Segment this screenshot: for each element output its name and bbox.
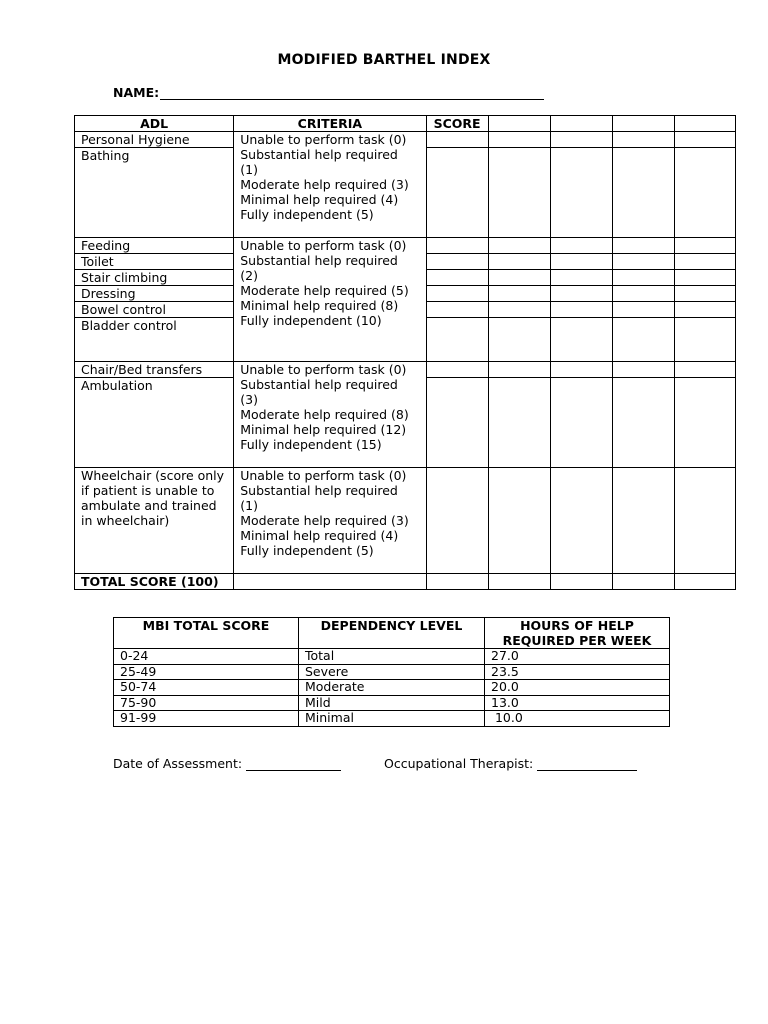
score-col-header-blank <box>550 116 612 132</box>
total-score-cell[interactable] <box>674 574 735 590</box>
adl-item: Bladder control <box>75 318 234 362</box>
therapist-field <box>384 756 637 771</box>
score-col-header-blank <box>612 116 674 132</box>
score-cell[interactable] <box>674 302 735 318</box>
hours-help: 20.0 <box>485 680 670 696</box>
criteria-line: Moderate help required (5) <box>240 283 409 298</box>
dependency-level: Minimal <box>299 711 485 727</box>
score-cell[interactable] <box>488 468 550 574</box>
date-assessment-label: Date of Assessment: <box>113 756 243 771</box>
criteria-line: Unable to perform task (0) <box>240 362 407 377</box>
criteria-line: Minimal help required (12) <box>240 422 407 437</box>
mbi-dependency-table <box>113 617 670 727</box>
criteria-line: Substantial help required (1) <box>240 483 398 513</box>
total-score-cell[interactable] <box>426 574 488 590</box>
adl-item: Dressing <box>75 286 234 302</box>
criteria-line: Moderate help required (8) <box>240 407 409 422</box>
criteria-line: Fully independent (10) <box>240 313 382 328</box>
score-cell[interactable] <box>426 302 488 318</box>
criteria-line: Unable to perform task (0) <box>240 132 407 147</box>
score-cell[interactable] <box>674 318 735 362</box>
score-cell[interactable] <box>674 378 735 468</box>
adl-item: Wheelchair (score only if patient is unable to ambulate and trained in wheelchair) <box>75 468 234 574</box>
adl-item: Feeding <box>75 238 234 254</box>
score-cell[interactable] <box>426 254 488 270</box>
score-cell[interactable] <box>550 378 612 468</box>
criteria-line: Unable to perform task (0) <box>240 238 407 253</box>
score-cell[interactable] <box>612 132 674 148</box>
score-cell[interactable] <box>488 362 550 378</box>
table-row <box>75 132 736 148</box>
mbi-score-header: MBI TOTAL SCORE <box>114 618 299 649</box>
adl-col-header: ADL <box>75 116 234 132</box>
name-input-line[interactable] <box>160 86 544 100</box>
criteria-line: Minimal help required (4) <box>240 192 399 207</box>
score-cell[interactable] <box>488 132 550 148</box>
score-cell[interactable] <box>612 362 674 378</box>
criteria-line: Fully independent (5) <box>240 543 374 558</box>
mbi-range: 75-90 <box>114 695 299 711</box>
score-cell[interactable] <box>426 318 488 362</box>
total-criteria-cell <box>234 574 426 590</box>
score-cell[interactable] <box>674 270 735 286</box>
score-cell[interactable] <box>550 254 612 270</box>
score-cell[interactable] <box>550 270 612 286</box>
score-cell[interactable] <box>674 254 735 270</box>
score-cell[interactable] <box>488 148 550 238</box>
adl-item: Bathing <box>75 148 234 238</box>
therapist-label: Occupational Therapist: <box>384 756 534 771</box>
adl-item: Ambulation <box>75 378 234 468</box>
table-row <box>114 711 670 727</box>
score-cell[interactable] <box>674 362 735 378</box>
score-cell[interactable] <box>550 468 612 574</box>
score-cell[interactable] <box>488 238 550 254</box>
score-cell[interactable] <box>612 318 674 362</box>
date-assessment-line[interactable] <box>246 758 341 771</box>
score-cell[interactable] <box>612 302 674 318</box>
criteria-line: Moderate help required (3) <box>240 513 409 528</box>
criteria-line: Minimal help required (8) <box>240 298 399 313</box>
table-row <box>114 649 670 665</box>
score-cell[interactable] <box>612 378 674 468</box>
dependency-level: Total <box>299 649 485 665</box>
table-row <box>75 468 736 574</box>
table-row <box>114 664 670 680</box>
score-cell[interactable] <box>426 378 488 468</box>
hours-help: 10.0 <box>485 711 670 727</box>
mbi-range: 91-99 <box>114 711 299 727</box>
score-cell[interactable] <box>612 286 674 302</box>
mbi-range: 25-49 <box>114 664 299 680</box>
criteria-line: Fully independent (5) <box>240 207 374 222</box>
dependency-level: Mild <box>299 695 485 711</box>
adl-item: Toilet <box>75 254 234 270</box>
dependency-level: Moderate <box>299 680 485 696</box>
criteria-line: Moderate help required (3) <box>240 177 409 192</box>
hours-help: 27.0 <box>485 649 670 665</box>
adl-item: Stair climbing <box>75 270 234 286</box>
criteria-line: Substantial help required (2) <box>240 253 398 283</box>
criteria-line: Substantial help required (1) <box>240 147 398 177</box>
score-cell[interactable] <box>426 270 488 286</box>
adl-item: Personal Hygiene <box>75 132 234 148</box>
score-cell[interactable] <box>488 270 550 286</box>
adl-item: Chair/Bed transfers <box>75 362 234 378</box>
hours-help: 13.0 <box>485 695 670 711</box>
score-cell[interactable] <box>674 468 735 574</box>
score-cell[interactable] <box>488 378 550 468</box>
score-cell[interactable] <box>488 286 550 302</box>
criteria-cell <box>234 468 426 574</box>
total-score-label: TOTAL SCORE (100) <box>75 574 234 590</box>
score-cell[interactable] <box>550 302 612 318</box>
score-cell[interactable] <box>426 148 488 238</box>
score-cell[interactable] <box>426 362 488 378</box>
score-cell[interactable] <box>674 286 735 302</box>
score-cell[interactable] <box>612 270 674 286</box>
score-cell[interactable] <box>488 254 550 270</box>
score-cell[interactable] <box>550 362 612 378</box>
adl-item: Bowel control <box>75 302 234 318</box>
criteria-cell <box>234 362 426 468</box>
score-cell[interactable] <box>612 254 674 270</box>
dependency-level-header: DEPENDENCY LEVEL <box>299 618 485 649</box>
table-row <box>75 362 736 378</box>
hours-help-header: HOURS OF HELP REQUIRED PER WEEK <box>485 618 670 649</box>
total-score-cell[interactable] <box>550 574 612 590</box>
score-cell[interactable] <box>612 148 674 238</box>
score-cell[interactable] <box>612 468 674 574</box>
criteria-line: Minimal help required (4) <box>240 528 399 543</box>
score-cell[interactable] <box>674 238 735 254</box>
score-cell[interactable] <box>488 318 550 362</box>
therapist-line[interactable] <box>537 758 637 771</box>
hours-help: 23.5 <box>485 664 670 680</box>
score-cell[interactable] <box>612 238 674 254</box>
criteria-line: Substantial help required (3) <box>240 377 398 407</box>
mbi-header-row <box>114 618 670 649</box>
table-row <box>114 680 670 696</box>
total-score-cell[interactable] <box>612 574 674 590</box>
table-row <box>75 238 736 254</box>
date-assessment-field <box>113 756 341 771</box>
score-cell[interactable] <box>550 238 612 254</box>
score-cell[interactable] <box>488 302 550 318</box>
total-row <box>75 574 736 590</box>
mbi-range: 0-24 <box>114 649 299 665</box>
criteria-col-header: CRITERIA <box>234 116 426 132</box>
name-field-row <box>113 85 544 100</box>
score-cell[interactable] <box>550 286 612 302</box>
total-score-cell[interactable] <box>488 574 550 590</box>
score-cell[interactable] <box>550 132 612 148</box>
score-cell[interactable] <box>674 148 735 238</box>
score-col-header: SCORE <box>426 116 488 132</box>
score-cell[interactable] <box>426 238 488 254</box>
name-label: NAME: <box>113 85 160 100</box>
score-cell[interactable] <box>426 468 488 574</box>
criteria-line: Unable to perform task (0) <box>240 468 407 483</box>
score-cell[interactable] <box>674 132 735 148</box>
adl-header-row <box>75 116 736 132</box>
score-col-header-blank <box>488 116 550 132</box>
criteria-line: Fully independent (15) <box>240 437 382 452</box>
score-cell[interactable] <box>550 318 612 362</box>
score-cell[interactable] <box>426 286 488 302</box>
score-col-header-blank <box>674 116 735 132</box>
score-cell[interactable] <box>426 132 488 148</box>
mbi-range: 50-74 <box>114 680 299 696</box>
table-row <box>114 695 670 711</box>
criteria-cell <box>234 132 426 238</box>
criteria-cell <box>234 238 426 362</box>
dependency-level: Severe <box>299 664 485 680</box>
score-cell[interactable] <box>550 148 612 238</box>
page-title: MODIFIED BARTHEL INDEX <box>277 52 491 68</box>
adl-table <box>74 115 736 590</box>
